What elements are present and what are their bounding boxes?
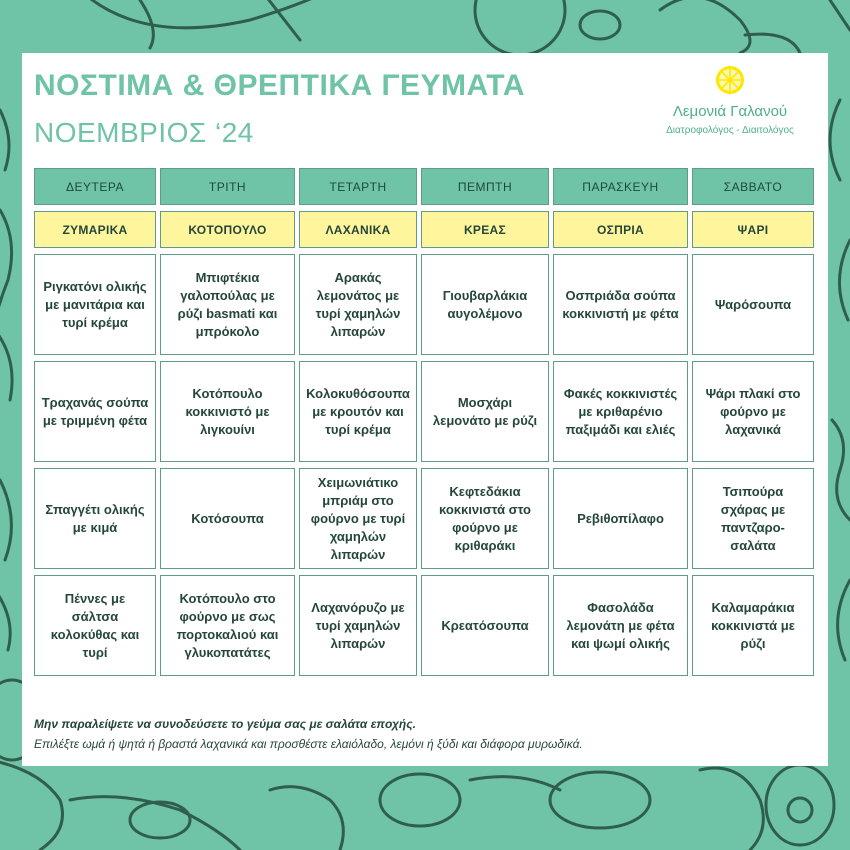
meal-cell: Τραχανάς σούπα με τριμμένη φέτα — [34, 361, 156, 462]
page-subtitle: ΝΟΕΜΒΡΙΟΣ ‘24 — [34, 117, 254, 148]
day-header-friday: ΠΑΡΑΣΚΕΥΗ — [553, 168, 688, 205]
page-title: ΝΟΣΤΙΜΑ & ΘΡΕΠΤΙΚΑ ΓΕΥΜΑΤΑ — [34, 69, 525, 102]
meal-cell: Σπαγγέτι ολικής με κιμά — [34, 468, 156, 569]
meal-cell: Ψαρόσουπα — [692, 254, 814, 355]
lemon-slice-icon — [715, 65, 745, 95]
meal-cell: Κοτόπουλο στο φούρνο με σως πορτοκαλιού και γλυκοπατάτες — [160, 575, 295, 676]
meal-cell: Πέννες με σάλτσα κολοκύθας και τυρί — [34, 575, 156, 676]
category-fish: ΨΑΡΙ — [692, 211, 814, 248]
meal-cell: Χειμωνιάτικο μπριάμ στο φούρνο με τυρί χαμηλών λιπαρών — [299, 468, 417, 569]
meal-cell: Γιουβαρλάκια αυγολέμονο — [421, 254, 549, 355]
brand-role: Διατροφολόγος - Διαιτολόγος — [666, 125, 794, 136]
category-chicken: ΚΟΤΟΠΟΥΛΟ — [160, 211, 295, 248]
meal-cell: Οσπριάδα σούπα κοκκινιστή με φέτα — [553, 254, 688, 355]
meal-cell: Αρακάς λεμονάτος με τυρί χαμηλών λιπαρών — [299, 254, 417, 355]
meal-cell: Μοσχάρι λεμονάτο με ρύζι — [421, 361, 549, 462]
meal-cell: Ρεβιθοπίλαφο — [553, 468, 688, 569]
category-pasta: ΖΥΜΑΡΙΚΑ — [34, 211, 156, 248]
meal-plan-card — [22, 53, 828, 766]
day-header-tuesday: ΤΡΙΤΗ — [160, 168, 295, 205]
day-header-thursday: ΠΕΜΠΤΗ — [421, 168, 549, 205]
brand-block — [650, 65, 810, 145]
meal-cell: Κεφτεδάκια κοκκινιστά στο φούρνο με κριθαράκι — [421, 468, 549, 569]
footer-notes — [34, 717, 814, 751]
meal-cell: Φακές κοκκινιστές με κριθαρένιο παξιμάδι και ελιές — [553, 361, 688, 462]
meal-cell: Καλαμαράκια κοκκινιστά με ρύζι — [692, 575, 814, 676]
category-vegetables: ΛΑΧΑΝΙΚΑ — [299, 211, 417, 248]
meal-plan-table — [34, 168, 812, 676]
meal-cell: Τσιπούρα σχάρας με παντζαρο-σαλάτα — [692, 468, 814, 569]
footer-note-salad: Μην παραλείψετε να συνοδεύσετε το γεύμα σας με σαλάτα εποχής. — [34, 717, 416, 731]
day-header-monday: ΔΕΥΤΕΡΑ — [34, 168, 156, 205]
brand-name: Λεμονιά Γαλανού — [672, 103, 788, 120]
day-header-saturday: ΣΑΒΒΑΤΟ — [692, 168, 814, 205]
meal-cell: Ριγκατόνι ολικής με μανιτάρια και τυρί κρέμα — [34, 254, 156, 355]
meal-cell: Κρεατόσουπα — [421, 575, 549, 676]
meal-cell: Κοτόπουλο κοκκινιστό με λιγκουίνι — [160, 361, 295, 462]
category-legumes: ΟΣΠΡΙΑ — [553, 211, 688, 248]
meal-cell: Κοτόσουπα — [160, 468, 295, 569]
meal-cell: Φασολάδα λεμονάτη με φέτα και ψωμί ολικής — [553, 575, 688, 676]
category-meat: ΚΡΕΑΣ — [421, 211, 549, 248]
meal-cell: Ψάρι πλακί στο φούρνο με λαχανικά — [692, 361, 814, 462]
day-header-wednesday: ΤΕΤΑΡΤΗ — [299, 168, 417, 205]
meal-cell: Κολοκυθόσουπα με κρουτόν και τυρί κρέμα — [299, 361, 417, 462]
footer-note-vegetables: Επιλέξτε ωμά ή ψητά ή βραστά λαχανικά και προσθέστε ελαιόλαδο, λεμόνι ή ξύδι και διάφορα μυρωδικά. — [34, 737, 583, 751]
meal-cell: Μπιφτέκια γαλοπούλας με ρύζι basmati και μπρόκολο — [160, 254, 295, 355]
meal-cell: Λαχανόρυζο με τυρί χαμηλών λιπαρών — [299, 575, 417, 676]
